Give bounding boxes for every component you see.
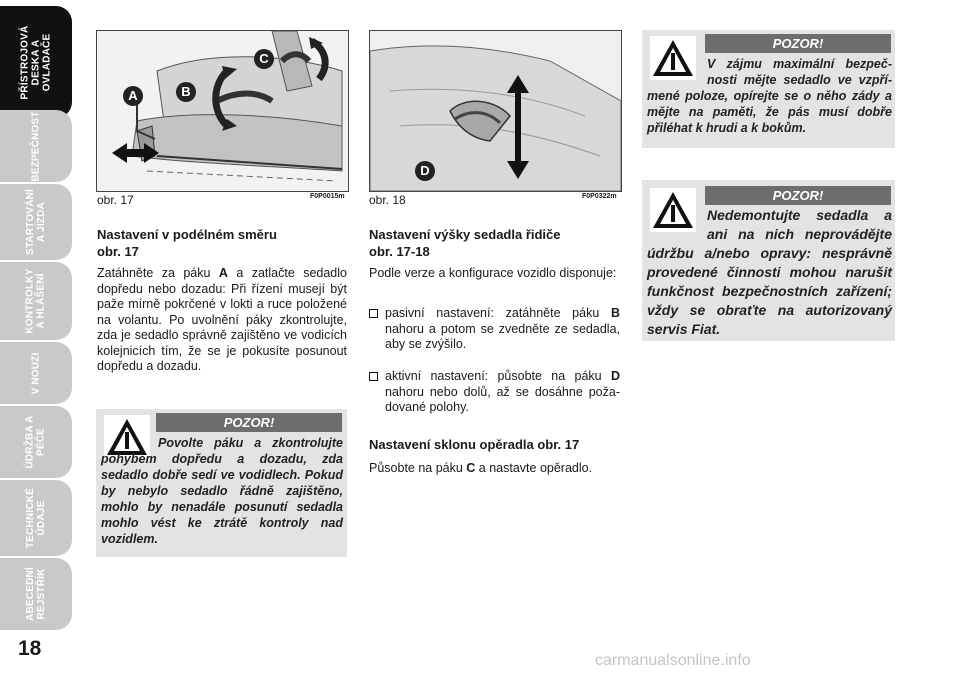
watermark: carmanualsonline.info — [595, 652, 751, 669]
text: V zájmu maximální bezpečnosti mějte sedadlo ve vzpřímené poloze, opírejte se o něho zády a mějte na paměti, že pás musí dobře přiléhat k hrudi a k bokům. — [647, 57, 892, 135]
seat-illustration — [97, 31, 348, 191]
text: a nastavte opěradlo. — [475, 461, 593, 475]
figure-17-seat-levers — [96, 30, 349, 192]
tab-technicke-udaje[interactable] — [0, 480, 72, 556]
heading-height — [369, 226, 620, 260]
tab-abecedni-rejstrik[interactable] — [0, 558, 72, 630]
figure-17-code: F0P0015m — [310, 193, 345, 200]
bullet-passive — [369, 306, 620, 353]
figure-18-caption: obr. 18 — [369, 193, 406, 207]
text: nahoru nebo dolů, až se dosáhne požadované polohy. — [385, 384, 620, 414]
paragraph-height-intro: Podle verze a konfigurace vozidlo disponuje: — [369, 266, 617, 280]
label-d: D — [415, 161, 435, 181]
lever-illustration — [370, 31, 621, 191]
tab-label: ABECEDNÍ REJSTŘÍK — [24, 567, 47, 621]
label-a: A — [123, 86, 143, 106]
tab-label: V NOUZI — [30, 352, 42, 394]
warning-title: POZOR! — [705, 186, 891, 205]
checkbox-bullet-icon — [369, 372, 378, 381]
tab-v-nouzi[interactable] — [0, 342, 72, 404]
heading-line: Nastavení v podélném směru — [97, 227, 277, 242]
tab-kontrolky[interactable] — [0, 262, 72, 340]
page-number: 18 — [18, 637, 42, 660]
warning-text-1 — [101, 435, 343, 547]
checkbox-bullet-icon — [369, 309, 378, 318]
figure-18-height-lever — [369, 30, 622, 192]
tab-udrzba[interactable] — [0, 406, 72, 478]
warning-text-2 — [647, 56, 892, 136]
heading-line: obr. 17 — [97, 244, 139, 259]
tab-label: ÚDRŽBA A PÉČE — [24, 415, 47, 469]
label-b: B — [176, 82, 196, 102]
lever-ref: C — [466, 461, 476, 475]
paragraph-backrest — [369, 461, 620, 477]
text: pasivní nastavení: zatáhněte páku — [385, 306, 611, 320]
warning-title: POZOR! — [156, 413, 342, 432]
tab-bezpecnost[interactable] — [0, 110, 72, 182]
warning-box-1 — [96, 409, 347, 557]
lever-ref: D — [610, 369, 620, 383]
tab-label: TECHNICKÉ ÚDAJE — [24, 487, 47, 549]
text: aktivní nastavení: působte na páku — [385, 369, 611, 383]
heading-backrest: Nastavení sklonu opěradla obr. 17 — [369, 437, 580, 452]
lever-ref: B — [610, 306, 620, 320]
tab-pristrojova-deska[interactable] — [0, 6, 72, 118]
label-c: C — [254, 49, 274, 69]
heading-longitudinal — [97, 226, 347, 260]
text: nahoru a potom se zvedněte ze sedadla, aby se zvýšilo. — [385, 321, 620, 351]
figure-18-code: F0P0322m — [582, 193, 617, 200]
tab-startovani[interactable] — [0, 184, 72, 260]
lever-ref: A — [218, 266, 228, 280]
warning-title: POZOR! — [705, 34, 891, 53]
tab-label: KONTROLKY A HLÁŠENÍ — [24, 268, 47, 334]
heading-line: obr. 17-18 — [369, 244, 430, 259]
tab-label: STARTOVÁNÍ A JÍZDA — [24, 188, 47, 256]
text: a zatlačte sedadlo dopředu nebo dozadu: Při řízení musejí být paže mírně pokrčené v lokti a ruce položené na volantu. Po uvolnění páky zkontrolujte, zda je sedadlo správně zajištěno ve vodicích kolejnicích tím, že se je pokusíte posunout dopředu a dozadu. — [97, 266, 347, 373]
text: Povolte páku a zkontrolujte pohybem dopředu a dozadu, zda sedadlo dobře sedí ve vodidlech. Pokud by nebylo sedadlo řádně zajištěno, mohlo by nenadále posunutí sedadla mohlo vést ke ztrátě kontroly nad vozidlem. — [101, 436, 343, 546]
warning-box-2 — [642, 30, 895, 148]
bullet-active — [369, 369, 620, 416]
tab-label: BEZPEČNOST — [30, 110, 42, 182]
chapter-tabs — [0, 0, 76, 640]
paragraph-longitudinal — [97, 266, 347, 375]
warning-box-3 — [642, 180, 895, 341]
warning-text-3 — [647, 206, 892, 339]
text: Nedemontujte sedadla a ani na nich neprovádějte údržbu a/nebo opravy: nesprávně provedené činnosti mohou narušit funkčnost bezpečnostních zařízení; vždy se obraťte na autorizovaný servis Fiat. — [647, 207, 892, 337]
figure-17-caption: obr. 17 — [97, 193, 134, 207]
heading-line: Nastavení výšky sedadla řidiče — [369, 227, 561, 242]
tab-label: PŘÍSTROJOVÁ DESKA A OVLADAČE — [19, 25, 53, 99]
text: Zatáhněte za páku — [97, 266, 219, 280]
text: Působte na páku — [369, 461, 467, 475]
